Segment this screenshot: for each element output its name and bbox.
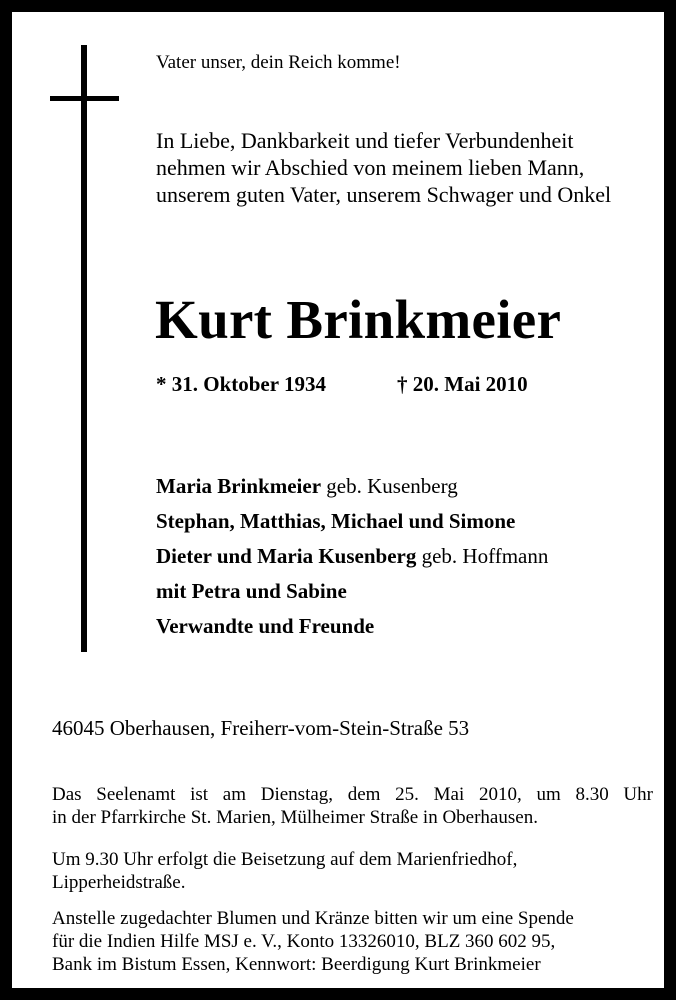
mourner-note: geb. Hoffmann — [416, 544, 549, 568]
requiem-line: in der Pfarrkirche St. Marien, Mülheimer Straße in Oberhausen. — [52, 807, 538, 828]
donation-line: für die Indien Hilfe MSJ e. V., Konto 13326010, BLZ 360 602 95, — [52, 931, 556, 952]
mourners-list — [156, 469, 548, 644]
intro-line: unserem guten Vater, unserem Schwager und Onkel — [156, 182, 612, 207]
mourner-name: Verwandte und Freunde — [156, 614, 375, 638]
mourner-name: Dieter und Maria Kusenberg — [156, 544, 417, 568]
intro-text — [156, 127, 611, 208]
mourner-name: Maria Brinkmeier — [156, 474, 322, 498]
mourner-name: mit Petra und Sabine — [156, 579, 347, 603]
mourner-entry — [156, 609, 548, 644]
intro-line: nehmen wir Abschied von meinem lieben Mann, — [156, 155, 585, 180]
mourner-entry — [156, 539, 548, 574]
death-date: † 20. Mai 2010 — [397, 372, 528, 396]
mourner-entry — [156, 504, 548, 539]
family-address: 46045 Oberhausen, Freiherr-vom-Stein-Straße 53 — [52, 716, 470, 740]
donation-line: Anstelle zugedachter Blumen und Kränze bitten wir um eine Spende — [52, 908, 574, 929]
burial-line: Um 9.30 Uhr erfolgt die Beisetzung auf dem Marienfriedhof, — [52, 849, 518, 870]
birth-date: * 31. Oktober 1934 — [156, 372, 326, 396]
mourner-name: Stephan, Matthias, Michael und Simone — [156, 509, 516, 533]
cross-icon — [81, 45, 87, 652]
mourner-entry — [156, 469, 548, 504]
donation-paragraph — [52, 907, 653, 976]
cross-icon-beam — [50, 96, 119, 101]
mourner-note: geb. Kusenberg — [321, 474, 458, 498]
requiem-line: Das Seelenamt ist am Dienstag, dem 25. Mai 2010, um 8.30 Uhr — [52, 784, 653, 805]
deceased-name: Kurt Brinkmeier — [155, 289, 562, 350]
donation-line: Bank im Bistum Essen, Kennwort: Beerdigung Kurt Brinkmeier — [52, 954, 541, 975]
burial-line: Lipperheidstraße. — [52, 872, 186, 893]
mourner-entry — [156, 574, 548, 609]
intro-line: In Liebe, Dankbarkeit und tiefer Verbundenheit — [156, 128, 574, 153]
burial-paragraph — [52, 848, 653, 894]
prayer-line: Vater unser, dein Reich komme! — [156, 52, 401, 73]
requiem-paragraph — [52, 783, 653, 829]
